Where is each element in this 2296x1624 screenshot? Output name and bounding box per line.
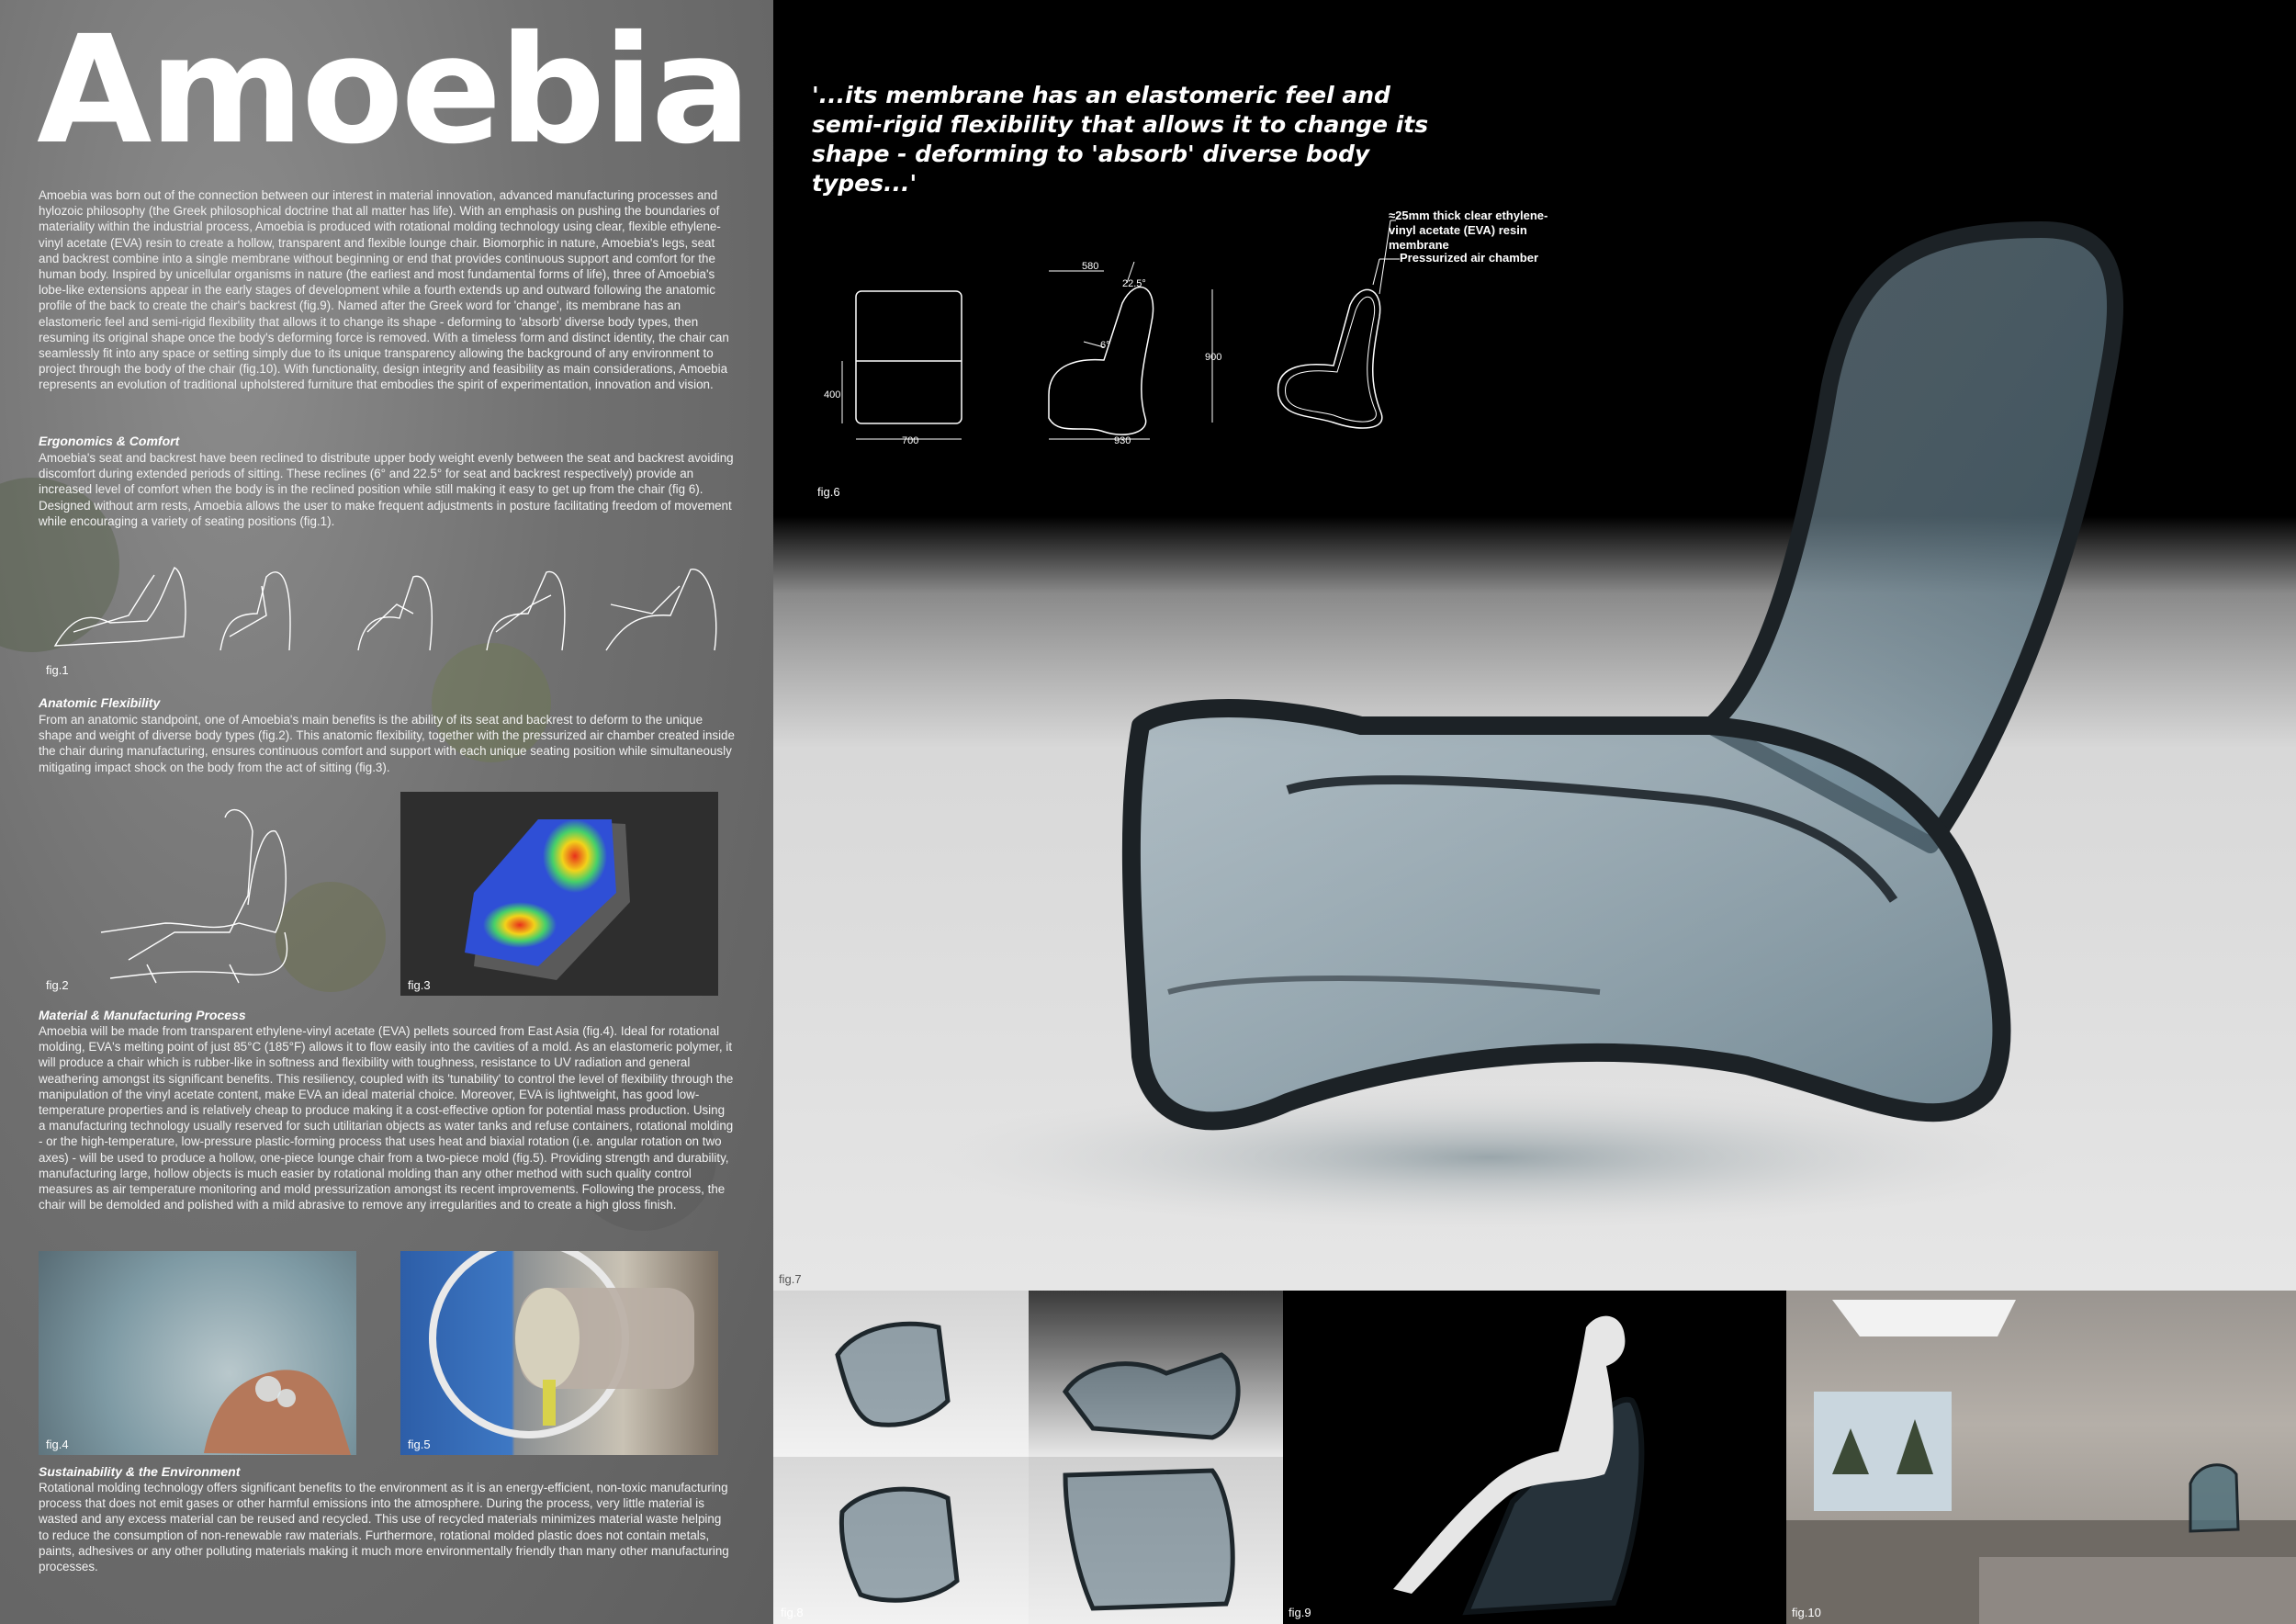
pressure-map-image — [400, 792, 718, 996]
fig2-label: fig.2 — [46, 978, 69, 992]
material-paragraph: Amoebia will be made from transparent ethylene-vinyl acetate (EVA) pellets sourced from East Asia (fig.4). Ideal for rotational molding, EVA's melting point of just 85°C (185°F) allows it to flow easily into the cavities of a mold. As an elastomeric polymer, it will produce a chair which is rubber-like in softness and flexibility with toughness, resistance to UV radiation and general weathering amongst its significant benefits. This resiliency, coupled with its 'tunability' to control the level of flexibility through the manipulation of the vinyl acetate content, make EVA an ideal material choice. Moreover, EVA is lightweight, has good low-temperature properties and is relatively cheap to produce making it a cost-effective option for potential mass production. Using a manufacturing technology usually reserved for such utilitarian objects as water tanks and refuse containers, rotational molding - or the high-temperature, low-pressure plastic-forming process that uses heat and biaxial rotation (i.e. angular rotation on two axes) - will be used to produce a hollow, one-piece lounge chair from a two-piece mold (fig.5). Providing strength and durability, manufacturing large, hollow objects is much easier by rotational molding than any other method with such quality control measures as air temperature monitoring and mold pressurization amongst its recent improvements. Following the process, the chair will be demolded and polished with a mild abrasive to remove any irregularities and to create a high gloss finish. — [39, 1024, 734, 1212]
anatomic-paragraph: From an anatomic standpoint, one of Amoebia's main benefits is the ability of its seat and backrest to deform to the unique shape and weight of diverse body types (fig.2). This anatomic flexibility, together with the pressurized air chamber created inside the chair during manufacturing, ensures continuous comfort and support with each unique seating position while simultaneously mitigating impact shock on the body from the act of sitting (fig.3). — [39, 713, 735, 774]
page-title: Amoebia — [37, 5, 749, 177]
intro-paragraph: Amoebia was born out of the connection between our interest in material innovation, advanced manufacturing processes and hylozoic philosophy (the Greek philosophical doctrine that all matter has life). With an emphasis on pushing the boundaries of materiality within the industrial process, Amoebia is produced with rotational molding technology using clear, flexible ethylene-vinyl acetate (EVA) resin to create a hollow, transparent and flexible lounge chair. Biomorphic in nature, Amoebia's legs, seat and backrest combine into a single membrane without beginning or end that provides continuous support and comfort for the human body. Inspired by unicellular organisms in nature (the earliest and most fundamental forms of life), three of Amoebia's lobe-like extensions appear in the early stages of development while a fourth extends up and outward following the anatomic profile of the back to create the chair's backrest (fig.9). Named after the Greek word for 'change', its membrane has an elastomeric feel and semi-rigid flexibility that allows it to change its shape - deforming to 'absorb' diverse body types, then resuming its original shape once the body's deforming force is removed. With a timeless form and distinct identity, the chair can seamlessly fit into any space or setting simply due to its unique transparency allowing the background of any environment to project through the body of the chair (fig.10). With functionality, design integrity and feasibility as main considerations, Amoebia represents an evolution of traditional upholstered furniture that embodies the spirit of experimentation, innovation and vision. — [39, 188, 729, 392]
sustainability-paragraph: Rotational molding technology offers significant benefits to the environment as it is an energy-efficient, non-toxic manufacturing process that does not emit gases or other harmful emissions into the atmosphere. During the process, very little material is wasted and any excess material can be reused and recycled. This use of recycled materials minimizes material waste helping to reduce the consumption of non-renewable raw materials. Furthermore, rotational molded plastic does not contain metals, paints, adhesives or any other polluting materials making it much more environmentally friendly than many other manufacturing processes. — [39, 1481, 729, 1574]
dim-580: 580 — [1082, 261, 1099, 272]
fig1-label: fig.1 — [46, 663, 69, 677]
fig10-label: fig.10 — [1792, 1606, 1821, 1619]
fig8-label: fig.8 — [781, 1606, 804, 1619]
fig6-label: fig.6 — [817, 485, 840, 499]
fig5-label: fig.5 — [408, 1438, 431, 1451]
chair-thumbnail-back — [1029, 1457, 1283, 1624]
membrane-annotation: ≈25mm thick clear ethylene-vinyl acetate (EVA) resin membrane — [1389, 209, 1548, 252]
air-chamber-annotation: Pressurized air chamber — [1400, 251, 1539, 265]
ergonomics-heading: Ergonomics & Comfort — [39, 434, 180, 448]
dim-400: 400 — [824, 389, 841, 400]
material-heading: Material & Manufacturing Process — [39, 1008, 246, 1022]
seated-figure-render — [1283, 1291, 1786, 1624]
chair-thumbnail-angle — [773, 1457, 1029, 1624]
rotational-mold-photo — [400, 1251, 718, 1455]
sustainability-heading: Sustainability & the Environment — [39, 1464, 241, 1479]
dim-930: 930 — [1114, 435, 1131, 446]
interior-scene-render — [1786, 1291, 2296, 1624]
dim-900: 900 — [1205, 352, 1222, 363]
seating-poses-sketch — [37, 549, 735, 664]
fig7-label: fig.7 — [779, 1272, 802, 1286]
dim-6-deg: 6° — [1100, 340, 1110, 351]
front-view-outline — [856, 291, 962, 423]
eva-pellets-photo — [39, 1251, 356, 1455]
fig4-label: fig.4 — [46, 1438, 69, 1451]
ergonomics-paragraph: Amoebia's seat and backrest have been reclined to distribute upper body weight evenly between the seat and backrest avoiding discomfort during extended periods of sitting. These reclines (6° and 22.5° for seat and backrest respectively) provide an increased level of comfort when the body is in the reclined position while still making it easy to get up from the chair (fig 6). Designed without arm rests, Amoebia allows the user to make frequent adjustments in posture facilitating freedom of movement while encouraging a variety of seating positions (fig.1). — [39, 451, 734, 528]
pull-quote: '...its membrane has an elastomeric feel and semi-rigid flexibility that allows it to change its shape - deforming to 'absorb' diverse body types...' — [812, 82, 1429, 197]
fig3-label: fig.3 — [408, 978, 431, 992]
chair-thumbnail-side — [1029, 1291, 1283, 1457]
left-panel — [0, 0, 773, 1624]
fig9-label: fig.9 — [1289, 1606, 1311, 1619]
chair-thumbnail-front — [773, 1291, 1029, 1457]
body-deformation-sketch — [92, 795, 303, 987]
dim-22-5-deg: 22.5° — [1122, 278, 1146, 289]
dim-700: 700 — [902, 435, 919, 446]
anatomic-heading: Anatomic Flexibility — [39, 695, 161, 710]
